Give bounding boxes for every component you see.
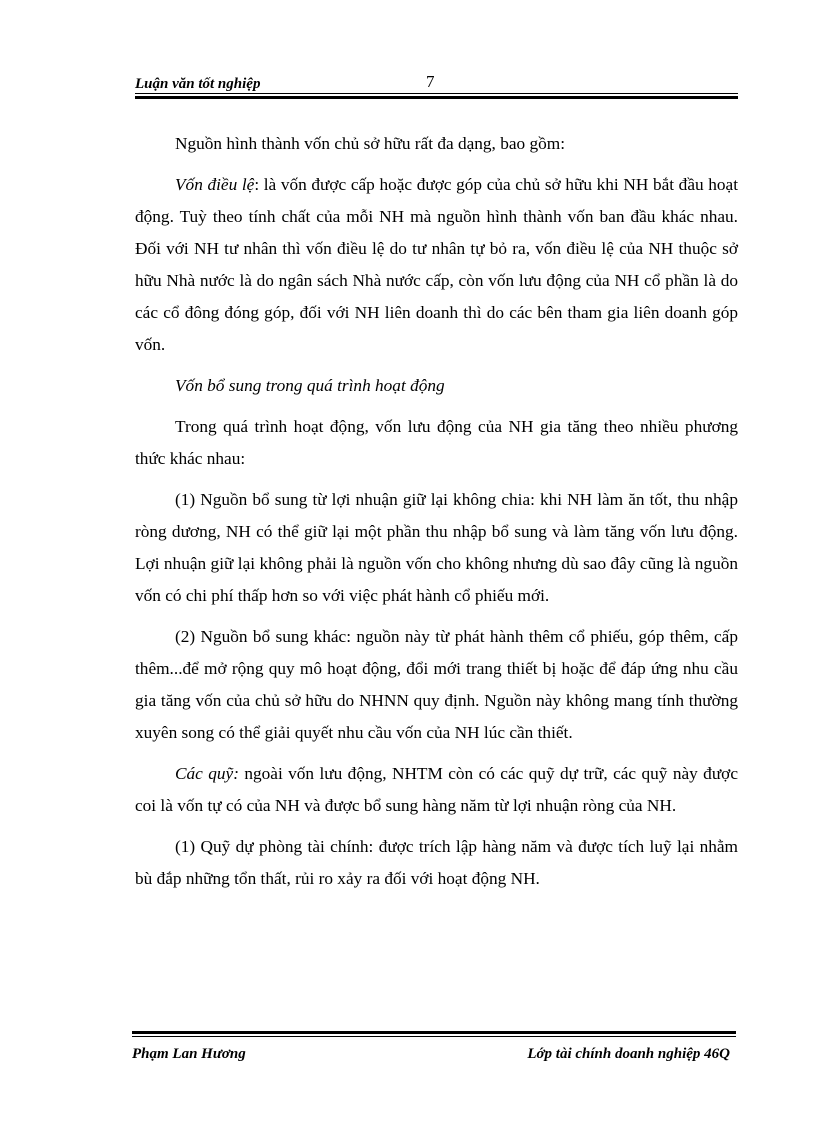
section-title-supplementary-capital: Vốn bổ sung trong quá trình hoạt động (175, 376, 445, 395)
paragraph-other-sources: (2) Nguồn bổ sung khác: nguồn này từ phát hành thêm cổ phiếu, góp thêm, cấp thêm...để mở rộng quy mô hoạt động, đổi mới trang thiết bị hoặc để đáp ứng nhu cầu gia tăng vốn của chủ sở hữu do NHNN quy định. Nguồn này không mang tính thường xuyên song có thể giải quyết nhu cầu vốn của NH lúc cần thiết. (135, 627, 738, 742)
charter-capital-text: : là vốn được cấp hoặc được góp của chủ sở hữu khi NH bắt đầu hoạt động. Tuỳ theo tính chất của mỗi NH mà nguồn hình thành vốn ban đầu khác nhau. Đối với NH tư nhân thì vốn điều lệ do tư nhân tự bỏ ra, vốn điều lệ của NH thuộc sở hữu Nhà nước là do ngân sách Nhà nước cấp, còn vốn lưu động của NH cổ phần là do các cổ đông đóng góp, đối với NH liên doanh thì do các bên tham gia liên doanh góp vốn. (135, 175, 739, 354)
header-rule-thin (135, 93, 738, 94)
header-title: Luận văn tốt nghiệp (135, 76, 261, 92)
paragraph-intro: Nguồn hình thành vốn chủ sở hữu rất đa dạng, bao gồm: (175, 134, 565, 153)
footer-rule-thin (132, 1036, 736, 1037)
term-funds: Các quỹ: (175, 764, 239, 783)
term-charter-capital: Vốn điều lệ (175, 175, 255, 194)
paragraph-supplementary-intro: Trong quá trình hoạt động, vốn lưu động của NH gia tăng theo nhiều phương thức khác nhau: (135, 417, 738, 468)
footer-rule-thick (132, 1031, 736, 1034)
header-rule-thick (135, 96, 738, 99)
paragraph-retained-earnings: (1) Nguồn bổ sung từ lợi nhuận giữ lại không chia: khi NH làm ăn tốt, thu nhập ròng dương, NH có thể giữ lại một phần thu nhập bổ sung và làm tăng vốn lưu động. Lợi nhuận giữ lại không phải là nguồn vốn cho không nhưng dù sao đây cũng là nguồn vốn có chi phí thấp hơn so với việc phát hành cổ phiếu mới. (135, 490, 738, 605)
paragraph-charter-capital (135, 169, 738, 361)
paragraph-financial-reserve: (1) Quỹ dự phòng tài chính: được trích lập hàng năm và được tích luỹ lại nhằm bù đắp những tổn thất, rủi ro xảy ra đối với hoạt động NH. (135, 837, 738, 888)
funds-text: ngoài vốn lưu động, NHTM còn có các quỹ dự trữ, các quỹ này được coi là vốn tự có của NH và được bổ sung hàng năm từ lợi nhuận ròng của NH. (135, 764, 738, 815)
footer-class: Lớp tài chính doanh nghiệp 46Q (527, 1046, 730, 1062)
document-body (135, 128, 738, 904)
page-number: 7 (426, 72, 435, 91)
footer-author: Phạm Lan Hương (132, 1046, 246, 1062)
paragraph-funds (135, 758, 738, 822)
